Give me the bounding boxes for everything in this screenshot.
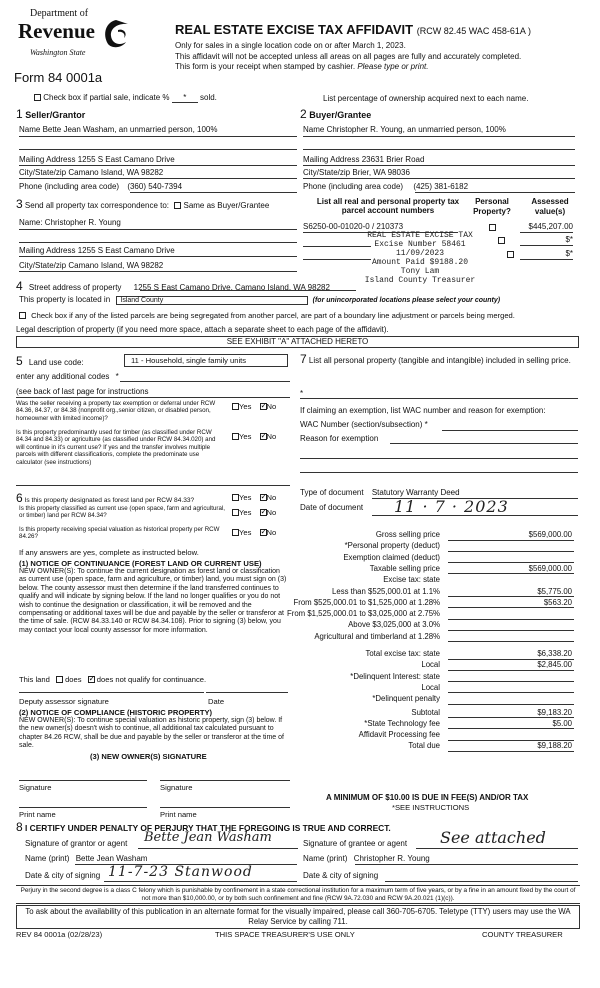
calc-label: *Delinquent Interest: state (350, 671, 440, 681)
seller-phone-label: Phone (including area code) (19, 182, 120, 191)
corr-mail-row (19, 246, 175, 255)
stamp-l2: Excise Number 58461 (374, 240, 466, 249)
reason-label: Reason for exemption (300, 434, 379, 443)
footer-treasurer-use: THIS SPACE TREASURER'S USE ONLY (215, 930, 355, 939)
subtitle-3a: This form is your receipt when stamped by cashier. (175, 62, 356, 71)
calc-label: Local (421, 682, 440, 692)
buyer-city[interactable]: Brier, WA 98036 (352, 168, 410, 177)
parcels-h2: parcel account numbers (341, 206, 435, 215)
buyer-name-row (303, 125, 506, 134)
alt-format-text: To ask about the availability of this publication in an alternate format for the visually impaired, please call 360-705-6705. Teletype (TTY) users may use the WA Relay Service by calling 711. (25, 907, 571, 926)
street-num: 4 (16, 279, 23, 293)
calc-value[interactable]: $569,000.00 (528, 530, 572, 539)
q1-no-label: No (266, 402, 277, 411)
segregated-row (19, 311, 515, 320)
s6q1-no-checkbox[interactable] (260, 494, 267, 501)
corr-name-row (19, 218, 121, 227)
personal-heading: Personal Property? (473, 197, 511, 216)
assessed-value-3[interactable]: $* (565, 249, 573, 258)
calc-label: Subtotal (411, 707, 440, 717)
buyer-phone-label: Phone (including area code) (303, 182, 404, 191)
calc-label: Affidavit Processing fee (358, 730, 440, 740)
calc-label: Total excise tax: state (365, 649, 440, 658)
form-number: Form 84 0001a (14, 70, 103, 85)
personal-value[interactable]: * (300, 389, 304, 398)
stamp-l5: Tony Lam (400, 267, 440, 276)
sig1-label: Signature (19, 783, 52, 792)
cert-text: I CERTIFY UNDER PENALTY OF PERJURY THAT THE FOREGOING IS TRUE AND CORRECT. (25, 823, 391, 833)
logo-dept: Department of (30, 8, 89, 19)
doc-date-label: Date of document (300, 503, 364, 512)
stamp-l1: REAL ESTATE EXCISE TAX (367, 231, 473, 240)
located-row (19, 295, 500, 305)
buyer-city-row (303, 168, 410, 177)
additional-value[interactable]: * (115, 372, 119, 381)
q2-answers (232, 432, 276, 441)
corr-name-label: Name: (19, 218, 43, 227)
landuse-select[interactable]: 11 - Household, single family units (124, 354, 288, 367)
corr-num: 3 (16, 197, 23, 211)
parcel-row-1 (303, 222, 403, 231)
subtitle-3b: Please type or print. (357, 62, 429, 71)
doc-type-row (300, 488, 460, 497)
corr-name[interactable]: Christopher R. Young (44, 218, 121, 227)
buyer-num: 2 (300, 107, 307, 121)
stamp-l6: Island County Treasurer (364, 276, 476, 285)
corr-label: Send all property tax correspondence to: (24, 201, 170, 210)
partial-value[interactable]: * (172, 93, 198, 103)
additional-codes (16, 372, 119, 381)
seller-mail-row (19, 155, 175, 164)
calc-label: Total due (408, 741, 440, 751)
corr-mail[interactable]: 1255 S East Camano Drive (77, 246, 175, 255)
calc-value[interactable]: $2,845.00 (537, 660, 572, 670)
s6q3-yes-checkbox[interactable] (232, 529, 239, 536)
doc-date[interactable]: 11 · 7 · 2023 (394, 497, 509, 516)
parcel-number[interactable]: S6250-00-01020-0 / 210373 (303, 222, 404, 231)
segregated-label: Check box if any of the listed parcels are being segregated from another parcel, are part of a boundary line adjustment or parcels being merged. (31, 311, 515, 320)
q2-no-checkbox[interactable] (260, 433, 267, 440)
question-timber-text: Is this property predominantly used for timber (as classified under RCW 84.34 and 84.33) or agriculture (as classified under RCW 84.34.020) and will continue in it's current use? If yes and the transfer involves multiple parcels with different classifications, complete the predominate use calculator (see instructions) (16, 429, 216, 466)
seller-heading (16, 107, 85, 121)
buyer-mail[interactable]: 23631 Brier Road (361, 155, 425, 164)
calc-value[interactable]: $5.00 (552, 718, 572, 728)
same-as-buyer-label: Same as Buyer/Grantee (183, 201, 270, 210)
seller-phone-row (19, 182, 182, 191)
calc-value[interactable]: $6,338.20 (537, 649, 572, 658)
buyer-phone-row (303, 182, 468, 191)
partial-sale-checkbox[interactable] (34, 94, 41, 101)
wac-value[interactable]: * (424, 420, 428, 429)
calc-label: *Delinquent penalty (372, 694, 440, 704)
doc-type-label: Type of document (300, 488, 364, 497)
landuse-num: 5 (16, 354, 23, 368)
segregated-checkbox[interactable] (19, 312, 26, 319)
calc-label: Exemption claimed (deduct) (343, 552, 440, 562)
wac-label: WAC Number (section/subsection) (300, 420, 423, 429)
landuse-see: (see back of last page for instructions (16, 387, 149, 396)
buyer-name-label: Name (303, 125, 325, 134)
personal-checkbox-1[interactable] (489, 224, 496, 231)
subtitle-1: Only for sales in a single location code on or after March 1, 2023. (175, 41, 406, 50)
s6-q3-text: Is this property receiving special valuation as historical property per RCW 84.26? (19, 526, 220, 541)
personal-prop (300, 354, 580, 366)
s6q3-yes-label: Yes (239, 528, 252, 537)
calc-label: Local (421, 660, 440, 670)
seller-num: 1 (16, 107, 23, 121)
does-checkbox[interactable] (56, 676, 63, 683)
seller-city[interactable]: Camano Island, WA 98282 (68, 168, 164, 177)
buyer-city-label: City/State/zip (303, 168, 351, 177)
logo-wa: Washington State (30, 48, 86, 57)
notice2-title: (2) NOTICE OF COMPLIANCE (HISTORIC PROPERTY) (19, 708, 213, 717)
calc-value[interactable]: $563.20 (543, 597, 572, 607)
see-instructions: *SEE INSTRUCTIONS (392, 803, 470, 812)
calc-value[interactable]: $9,183.20 (537, 707, 572, 717)
print2-label: Print name (160, 810, 197, 819)
name-grantee-label: Name (print) (303, 854, 348, 863)
minimum-note: A MINIMUM OF $10.00 IS DUE IN FEE(S) AND/OR TAX (326, 793, 529, 802)
calc-label: Above $3,025,000 at 3.0% (348, 620, 440, 630)
title-ref: (RCW 82.45 WAC 458-61A ) (416, 26, 531, 36)
buyer-mail-label: Mailing Address (303, 155, 360, 164)
s6-q2-text: Is this property classified as current use (open space, farm and agricultural, or timber) land per RCW 84.34? (19, 505, 226, 520)
name-grantee-row (303, 854, 430, 863)
located-label: This property is located in (19, 295, 111, 304)
partial-sale (34, 93, 217, 103)
personal-label: List all personal property (tangible and intangible) included in selling price. (308, 356, 571, 365)
assessed-value-1[interactable]: $445,207.00 (528, 222, 573, 231)
does-label: does (65, 675, 82, 684)
subtitle-2: This affidavit will not be accepted unless all areas on all pages are fully and accurately completed. (175, 52, 522, 61)
name-grantee[interactable]: Christopher R. Young (353, 854, 430, 863)
sig-grantor[interactable]: Bette Jean Washam (144, 830, 272, 845)
seller-city-row (19, 168, 163, 177)
buyer-mail-row (303, 155, 424, 164)
footer-county: COUNTY TREASURER (482, 930, 563, 939)
corr-row (16, 197, 269, 211)
s6-any: If any answers are yes, complete as instructed below. (19, 548, 199, 557)
calc-label: *State Technology fee (364, 718, 440, 728)
calc-label: Agricultural and timberland at 1.28% (314, 631, 440, 641)
s6q1-yes-checkbox[interactable] (232, 494, 239, 501)
notice2-body: NEW OWNER(S): To continue special valuation as historic property, sign (3) below. If the new owner(s) doesn't wish to continue, all additional tax calculated pursuant to chapter 84.26 RCW, shall be due and payable by the seller or transferor at the time of sale. (19, 717, 284, 750)
s6-q2-answers (232, 508, 276, 517)
perjury-box (16, 885, 580, 904)
seller-city-label: City/State/zip (19, 168, 67, 177)
buyer-name[interactable]: Christopher R. Young, an unmarried person, 100% (326, 125, 506, 134)
additional-label: enter any additional codes (16, 372, 110, 381)
dor-swoosh-icon (102, 18, 130, 50)
does-not-checkbox[interactable] (88, 676, 95, 683)
cert-num: 8 (16, 820, 23, 834)
calc-label: *Personal property (deduct) (344, 541, 440, 551)
s6q2-yes-label: Yes (239, 508, 252, 517)
seller-title: Seller/Grantor (25, 110, 86, 120)
notice1-body: NEW OWNER(S): To continue the current designation as forest land or classification as current use (open space, farm and agriculture, or timber) land, you must sign on (3) below. The county assessor must then determine if the land transferred continues to qualify and will indicate by signing below. If the land no longer qualifies or you do not wish to continue the designation or classification, it will be removed and the compensating or additional taxes will be due and payable by the seller or transferor at the time of sale. (RCW 84.33.140 or RCW 84.34.108). Prior to signing (3) below, you may contact your local county assessor for more information. (19, 568, 287, 634)
legal-label: Legal description of property (if you need more space, attach a separate sheet to each page of the affidavit). (16, 325, 389, 334)
name-grantor-label: Name (print) (25, 854, 70, 863)
print1-label: Print name (19, 810, 56, 819)
stamp-l3: 11/09/2023 (395, 249, 444, 258)
dor-logo (14, 6, 134, 66)
buyer-title: Buyer/Grantee (309, 110, 372, 120)
q1-no-checkbox[interactable] (260, 403, 267, 410)
parcels-heading (303, 197, 473, 215)
s6-q1 (16, 491, 194, 505)
deputy-date-label: Date (208, 697, 225, 706)
personal-checkbox-2[interactable] (498, 237, 505, 244)
seller-mail[interactable]: 1255 S East Camano Drive (77, 155, 175, 164)
q2-yes-label: Yes (239, 432, 252, 441)
stamp-l4: Amount Paid $9188.20 (371, 258, 468, 267)
treasurer-stamp (360, 231, 480, 285)
s6-q1-answers (232, 493, 276, 502)
calc-value[interactable]: $9,188.20 (537, 741, 572, 751)
notice3-title: (3) NEW OWNER(S) SIGNATURE (90, 752, 207, 761)
sig-grantee[interactable]: See attached (440, 828, 546, 847)
s6-q3-answers (232, 528, 276, 537)
s6-num: 6 (16, 491, 23, 505)
q1-yes-label: Yes (239, 402, 252, 411)
sig-grantee-label: Signature of grantee or agent (303, 839, 408, 848)
street-value[interactable]: 1255 S East Camano Drive, Camano Island, WA 98282 (133, 283, 330, 292)
calc-label: From $1,525,000.01 to $3,025,000 at 2.75% (286, 609, 440, 619)
calc-label: Excise tax: state (383, 575, 440, 585)
date-grantee-label: Date & city of signing (303, 871, 379, 880)
subtitle-3 (175, 62, 428, 71)
corr-city-label: City/State/zip (19, 261, 67, 270)
doc-type[interactable]: Statutory Warranty Deed (371, 488, 460, 497)
seller-name-label: Name (19, 125, 41, 134)
continuance-row (19, 675, 206, 684)
parcels-h1: List all real and personal property tax (316, 197, 460, 206)
q1-yes-checkbox[interactable] (232, 403, 239, 410)
alt-format-box (16, 905, 580, 929)
seller-name[interactable]: Bette Jean Washam, an unmarried person, 100% (42, 125, 218, 134)
legal-description[interactable]: SEE EXHIBIT "A" ATTACHED HERETO (16, 336, 579, 348)
perjury-text: Perjury in the second degree is a class C felony which is punishable by confinement in a state correctional institution for a maximum term of five years, or by a fine in an amount fixed by the court of not more than $10,000.00, or by both such confinement and fine (RCW 9A.72.030 and RCW 9A.20.021 (1)(c)). (20, 887, 576, 902)
buyer-heading (300, 107, 371, 121)
corr-city-row (19, 261, 163, 270)
seller-phone[interactable]: (360) 540-7394 (127, 182, 183, 191)
street-label: Street address of property (28, 283, 122, 292)
corr-mail-label: Mailing Address (19, 246, 76, 255)
ownership-note: List percentage of ownership acquired next to each name. (323, 94, 529, 103)
assessed-heading: Assessed value(s) (531, 197, 569, 216)
does-not-label: does not qualify for continuance. (96, 675, 207, 684)
exemption-label: If claiming an exemption, list WAC number and reason for exemption: (300, 406, 546, 415)
county-select[interactable]: Island County (116, 296, 308, 305)
notice1-title: (1) NOTICE OF CONTINUANCE (FOREST LAND OR CURRENT USE) (19, 559, 262, 568)
landuse-label: Land use code: (28, 358, 84, 367)
form-title (175, 22, 531, 37)
deputy-label: Deputy assessor signature (19, 697, 109, 706)
corr-city[interactable]: Camano Island, WA 98282 (68, 261, 164, 270)
sig-grantor-label: Signature of grantor or agent (25, 839, 128, 848)
calc-label: From $525,000.01 to $1,525,000 at 1.28% (293, 597, 440, 607)
assessed-value-2[interactable]: $* (565, 235, 573, 244)
s6q3-no-label: No (266, 528, 277, 537)
personal-num: 7 (300, 352, 307, 366)
date-grantor[interactable]: 11-7-23 Stanwood (108, 864, 253, 880)
title-text: REAL ESTATE EXCISE TAX AFFIDAVIT (175, 22, 414, 37)
s6q2-no-checkbox[interactable] (260, 509, 267, 516)
date-grantor-label: Date & city of signing (25, 871, 101, 880)
footer-rev: REV 84 0001a (02/28/23) (16, 930, 103, 939)
q2-yes-checkbox[interactable] (232, 433, 239, 440)
name-grantor-row (25, 854, 147, 863)
question-timber (16, 429, 224, 466)
q1-answers (232, 402, 276, 411)
wac-row (300, 420, 428, 429)
seller-mail-label: Mailing Address (19, 155, 76, 164)
logo-revenue: Revenue (18, 19, 95, 43)
s6q2-yes-checkbox[interactable] (232, 509, 239, 516)
s6-q1-text: Is this property designated as forest land per RCW 84.33? (24, 497, 195, 504)
partial-label-b: sold. (200, 93, 217, 102)
question-exemption: Was the seller receiving a property tax exemption or deferral under RCW 84.36, 84.37, or 84.38 (nonprofit org.,senior citizen, or disabled person, homeowner with limited income)? (16, 400, 216, 422)
s6q2-no-label: No (266, 508, 277, 517)
s6q1-yes-label: Yes (239, 493, 252, 502)
calc-value[interactable]: $5,775.00 (537, 586, 572, 596)
sig2-label: Signature (160, 783, 193, 792)
s6q1-no-label: No (266, 493, 277, 502)
calc-value[interactable]: $569,000.00 (528, 563, 572, 573)
located-note: (for unincorporated locations please select your county) (312, 297, 501, 304)
seller-name-row (19, 125, 218, 134)
buyer-phone[interactable]: (425) 381-6182 (413, 182, 469, 191)
partial-label-a: Check box if partial sale, indicate % (43, 93, 170, 102)
landuse-row (16, 354, 84, 368)
calc-label: Taxable selling price (369, 563, 440, 573)
calc-label: Gross selling price (375, 530, 440, 539)
s6q3-no-checkbox[interactable] (260, 529, 267, 536)
same-as-buyer-checkbox[interactable] (174, 202, 181, 209)
q2-no-label: No (266, 432, 277, 441)
personal-checkbox-3[interactable] (507, 251, 514, 258)
calc-label: Less than $525,000.01 at 1.1% (332, 586, 440, 596)
land-label: This land (19, 675, 50, 684)
name-grantor[interactable]: Bette Jean Washam (75, 854, 148, 863)
